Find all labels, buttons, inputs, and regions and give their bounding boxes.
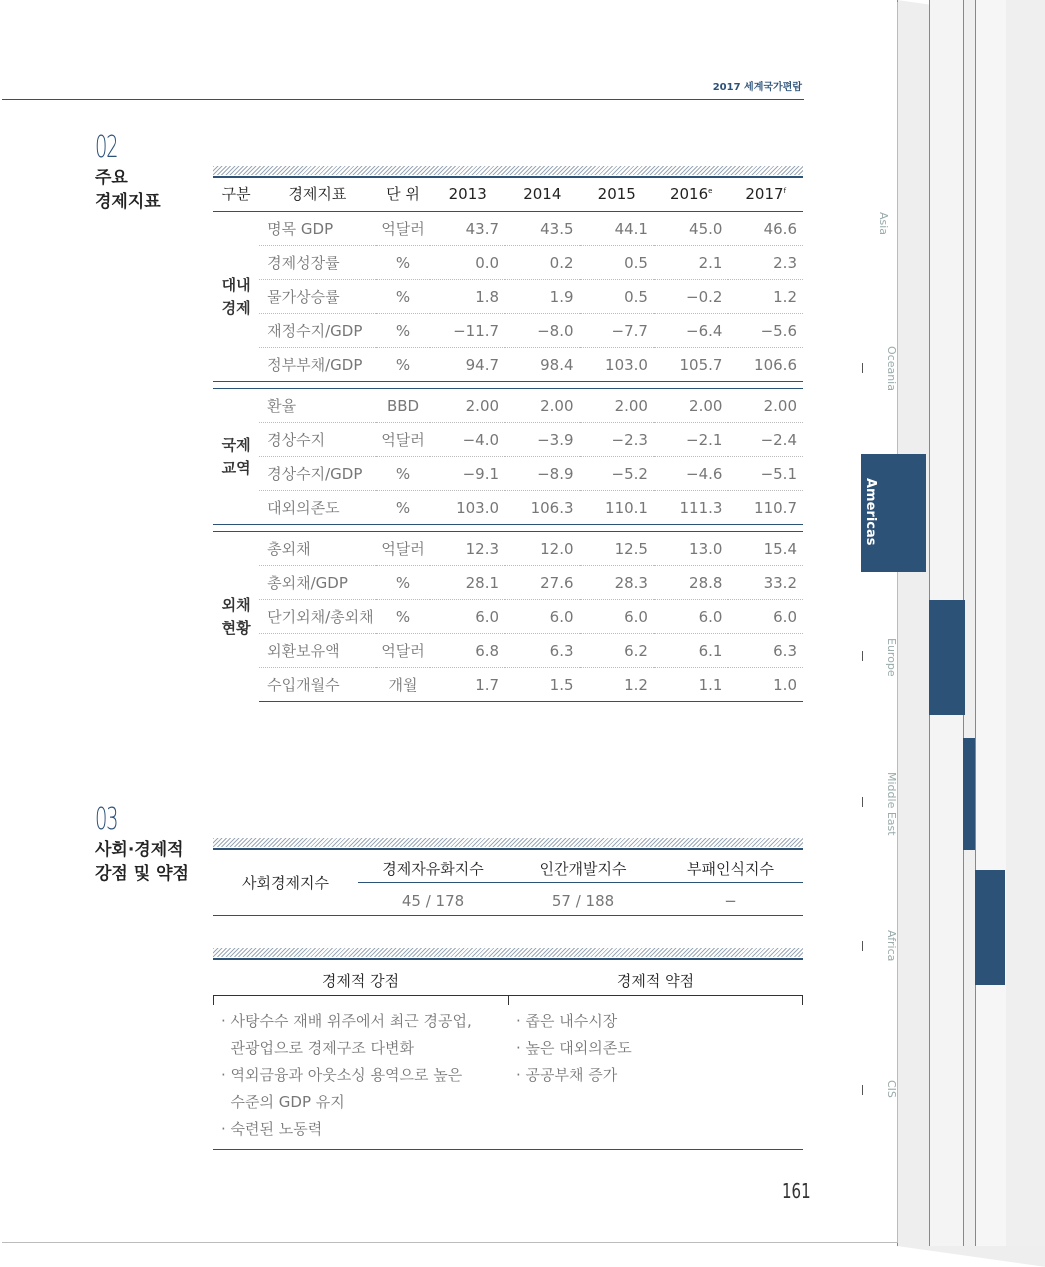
strength-list	[221, 1008, 501, 1143]
section-number: 02	[95, 130, 118, 165]
edge-tab	[975, 870, 1005, 985]
indicator-value: 1.9	[505, 280, 579, 314]
indicator-value: 1.0	[728, 668, 803, 702]
indicator-value: −7.7	[580, 314, 654, 348]
edge-tab	[963, 738, 975, 850]
table-row	[213, 634, 803, 668]
indicator-value: 6.3	[728, 634, 803, 668]
weakness-item: · 좁은 내수시장	[516, 1012, 618, 1030]
table-row	[213, 457, 803, 491]
indicator-value: 110.1	[580, 491, 654, 525]
table-row	[213, 246, 803, 280]
indicator-unit: %	[376, 246, 431, 280]
table-top-rule	[213, 958, 803, 960]
indicator-value: 1.2	[580, 668, 654, 702]
table-row	[213, 668, 803, 702]
table-row	[213, 389, 803, 423]
indicator-value: −2.4	[728, 423, 803, 457]
strength-item: · 사탕수수 재배 위주에서 최근 경공업,	[221, 1012, 472, 1030]
indicator-name: 단기외채/총외채	[259, 600, 376, 634]
weakness-item: · 높은 대외의존도	[516, 1039, 632, 1057]
indicator-value: 33.2	[728, 566, 803, 600]
side-tab-middle-east[interactable]: Middle East	[885, 772, 898, 836]
indicator-value: −4.0	[430, 423, 505, 457]
indicator-unit: %	[376, 314, 431, 348]
group-separator	[213, 525, 803, 532]
indicator-unit: %	[376, 348, 431, 382]
indicator-name: 총외채	[259, 532, 376, 566]
weakness-item: · 공공부채 증가	[516, 1066, 618, 1084]
document-page	[2, 2, 898, 1243]
section-title: 사회·경제적 강점 및 약점	[95, 840, 189, 884]
table-row	[213, 348, 803, 382]
indicator-value: −8.0	[505, 314, 579, 348]
indicator-value: 0.5	[580, 280, 654, 314]
indicator-value: 12.3	[430, 532, 505, 566]
indicator-value: 45.0	[654, 212, 728, 246]
index-header: 인간개발지수	[539, 860, 627, 878]
indicator-value: 46.6	[728, 212, 803, 246]
group-separator	[213, 382, 803, 389]
indicator-value: 43.7	[430, 212, 505, 246]
indicator-value: −2.3	[580, 423, 654, 457]
indicator-name: 외환보유액	[259, 634, 376, 668]
index-value: 45 / 178	[401, 892, 465, 910]
table-top-rule	[213, 848, 803, 850]
section-number: 03	[95, 802, 118, 837]
group-label: 대내 경제	[221, 275, 251, 317]
index-mid-rule	[358, 882, 803, 883]
indicator-name: 명목 GDP	[259, 212, 376, 246]
side-tab-americas[interactable]: Americas	[861, 454, 926, 572]
table-header-row: 구분 경제지표 단 위 2013 2014 2015 2016e 2017$^f$	[213, 176, 803, 212]
index-header: 경제자유화지수	[382, 860, 484, 878]
indicator-name: 환율	[259, 389, 376, 423]
indicator-value: −11.7	[430, 314, 505, 348]
indicator-value: 1.8	[430, 280, 505, 314]
indicator-value: 110.7	[728, 491, 803, 525]
side-tab-oceania[interactable]: Oceania	[885, 346, 898, 391]
index-label: 사회경제지수	[242, 874, 329, 892]
side-tab-asia[interactable]: Asia	[877, 212, 890, 236]
indicator-value: 28.1	[430, 566, 505, 600]
indicator-unit: 억달러	[376, 423, 431, 457]
index-header: 부패인식지수	[687, 860, 774, 878]
hatch-rule	[213, 948, 803, 957]
indicator-value: 1.1	[654, 668, 728, 702]
indicator-unit: 억달러	[376, 532, 431, 566]
indicator-value: 2.00	[430, 389, 505, 423]
indicator-value: 2.1	[654, 246, 728, 280]
indicator-value: −5.6	[728, 314, 803, 348]
indicator-unit: 억달러	[376, 212, 431, 246]
table-row	[213, 600, 803, 634]
indicator-unit: 억달러	[376, 634, 431, 668]
indicator-value: 13.0	[654, 532, 728, 566]
indicator-value: 1.5	[505, 668, 579, 702]
side-tab-europe[interactable]: Europe	[885, 638, 898, 677]
indicator-value: 12.0	[505, 532, 579, 566]
indicator-value: 28.8	[654, 566, 728, 600]
indicator-value: 6.3	[505, 634, 579, 668]
group-label: 국제 교역	[221, 435, 251, 477]
table-row	[213, 491, 803, 525]
indicator-value: −5.2	[580, 457, 654, 491]
table-row	[213, 212, 803, 246]
indicator-name: 총외채/GDP	[259, 566, 376, 600]
indicator-value: 103.0	[430, 491, 505, 525]
indicator-value: −8.9	[505, 457, 579, 491]
index-bottom-rule	[213, 915, 803, 916]
index-value: −	[724, 892, 737, 910]
indicator-name: 정부부채/GDP	[259, 348, 376, 382]
indicator-unit: %	[376, 566, 431, 600]
table-row	[213, 532, 803, 566]
indicator-value: 2.00	[728, 389, 803, 423]
strength-item: 관광업으로 경제구조 다변화	[221, 1039, 414, 1057]
indicator-value: 94.7	[430, 348, 505, 382]
indicator-name: 수입개월수	[259, 668, 376, 702]
hatch-rule	[213, 838, 803, 847]
header-rule	[2, 99, 804, 100]
table-row	[213, 314, 803, 348]
indicator-unit: 개월	[376, 668, 431, 702]
side-tab-africa[interactable]: Africa	[885, 930, 898, 962]
indicator-value: 2.3	[728, 246, 803, 280]
indicator-value: 0.0	[430, 246, 505, 280]
indicator-value: 6.0	[430, 600, 505, 634]
indicator-value: 105.7	[654, 348, 728, 382]
indicator-value: 43.5	[505, 212, 579, 246]
indicator-unit: BBD	[376, 389, 431, 423]
indicator-value: −9.1	[430, 457, 505, 491]
indicator-value: 0.2	[505, 246, 579, 280]
indicator-value: 6.2	[580, 634, 654, 668]
indicator-value: 27.6	[505, 566, 579, 600]
indicator-value: 15.4	[728, 532, 803, 566]
indicator-value: 2.00	[580, 389, 654, 423]
sw-bottom-rule	[213, 1149, 803, 1150]
weakness-list	[516, 1008, 796, 1089]
table-row	[213, 423, 803, 457]
strength-item: · 역외금융과 아웃소싱 용역으로 높은	[221, 1066, 463, 1084]
indicator-value: 106.3	[505, 491, 579, 525]
indicator-value: −5.1	[728, 457, 803, 491]
indicator-value: 0.5	[580, 246, 654, 280]
group-label: 외채 현황	[221, 595, 251, 637]
indicator-name: 물가상승률	[259, 280, 376, 314]
side-tab-cis[interactable]: CIS	[885, 1080, 898, 1098]
indicator-value: 6.0	[654, 600, 728, 634]
strength-item: · 숙련된 노동력	[221, 1120, 323, 1138]
economic-indicators-table	[213, 176, 803, 702]
running-header: 2017 세계국가편람	[712, 82, 802, 93]
indicator-value: 1.7	[430, 668, 505, 702]
section-title: 주요 경제지표	[95, 168, 161, 212]
indicator-unit: %	[376, 491, 431, 525]
indicator-value: 111.3	[654, 491, 728, 525]
indicator-value: 2.00	[505, 389, 579, 423]
weakness-header: 경제적 약점	[616, 972, 695, 990]
indicator-value: 6.8	[430, 634, 505, 668]
indicator-unit: %	[376, 457, 431, 491]
indicator-value: 28.3	[580, 566, 654, 600]
indicator-value: 6.0	[505, 600, 579, 634]
edge-tab	[929, 600, 965, 715]
page-number: 161	[782, 1179, 811, 1203]
indicator-value: 2.00	[654, 389, 728, 423]
indicator-value: 12.5	[580, 532, 654, 566]
table-row	[213, 280, 803, 314]
strength-item: 수준의 GDP 유지	[221, 1093, 345, 1111]
indicator-value: 6.1	[654, 634, 728, 668]
indicator-name: 재정수지/GDP	[259, 314, 376, 348]
indicator-unit: %	[376, 600, 431, 634]
indicator-value: 98.4	[505, 348, 579, 382]
indicator-value: 106.6	[728, 348, 803, 382]
index-value: 57 / 188	[551, 892, 615, 910]
page-edge-stack	[895, 0, 1045, 1246]
hatch-rule	[213, 166, 803, 175]
indicator-value: 6.0	[728, 600, 803, 634]
indicator-value: 6.0	[580, 600, 654, 634]
indicator-value: 44.1	[580, 212, 654, 246]
indicator-name: 경제성장률	[259, 246, 376, 280]
indicator-name: 경상수지/GDP	[259, 457, 376, 491]
indicator-name: 대외의존도	[259, 491, 376, 525]
indicator-value: −2.1	[654, 423, 728, 457]
indicator-value: −0.2	[654, 280, 728, 314]
table-row	[213, 566, 803, 600]
indicator-value: 1.2	[728, 280, 803, 314]
indicator-value: −4.6	[654, 457, 728, 491]
indicator-value: 103.0	[580, 348, 654, 382]
strength-header: 경제적 강점	[321, 972, 400, 990]
indicator-value: −3.9	[505, 423, 579, 457]
indicator-unit: %	[376, 280, 431, 314]
indicator-name: 경상수지	[259, 423, 376, 457]
indicator-value: −6.4	[654, 314, 728, 348]
